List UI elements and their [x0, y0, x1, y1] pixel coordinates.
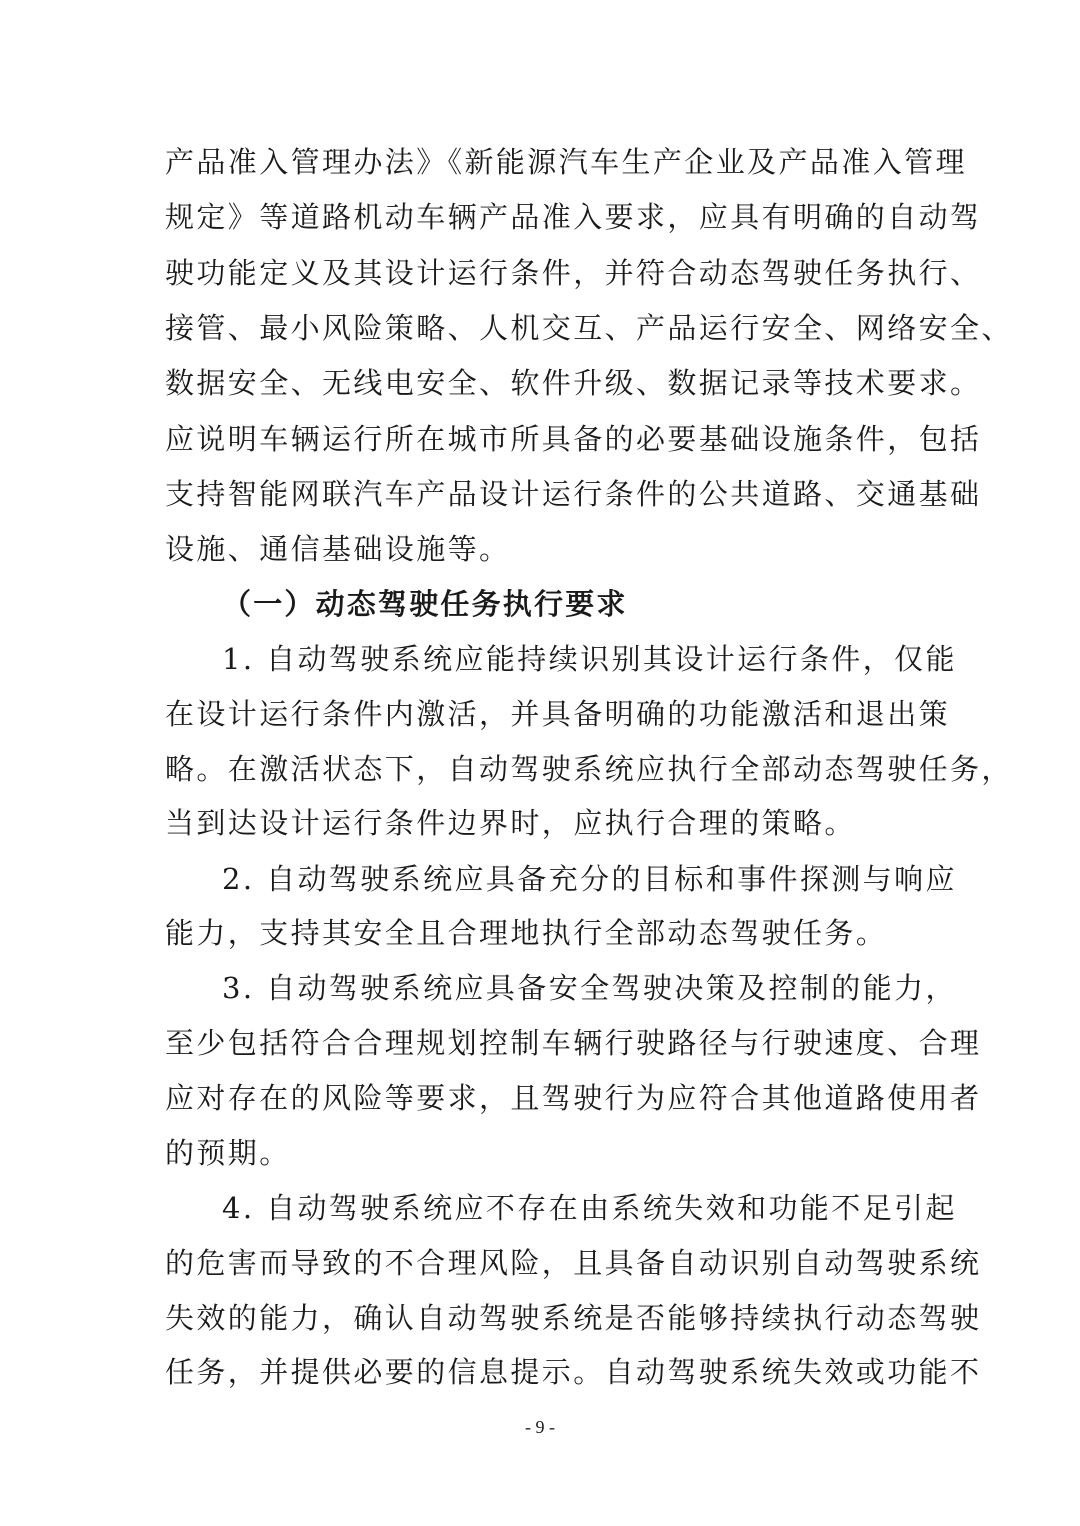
- body-text-line: 至少包括符合合理规划控制车辆行驶路径与行驶速度、合理: [165, 1026, 982, 1060]
- numbered-item-4-line: 4. 自动驾驶系统应不存在由系统失效和功能不足引起: [222, 1191, 957, 1225]
- body-text-line: 的危害而导致的不合理风险，且具备自动识别自动驾驶系统: [165, 1246, 982, 1280]
- body-text-line: 接管、最小风险策略、人机交互、产品运行安全、网络安全、: [165, 311, 1013, 345]
- body-text-line: 数据安全、无线电安全、软件升级、数据记录等技术要求。: [165, 366, 982, 400]
- body-text-line: 能力，支持其安全且合理地执行全部动态驾驶任务。: [165, 916, 888, 950]
- body-text-line: 驶功能定义及其设计运行条件，并符合动态驾驶任务执行、: [165, 256, 982, 290]
- page-number: - 9 -: [525, 1417, 555, 1437]
- numbered-item-1-line: 1. 自动驾驶系统应能持续识别其设计运行条件，仅能: [222, 642, 957, 676]
- body-text-line: 当到达设计运行条件边界时，应执行合理的策略。: [165, 806, 856, 840]
- numbered-item-3-line: 3. 自动驾驶系统应具备安全驾驶决策及控制的能力，: [222, 971, 957, 1005]
- body-text-line: 略。在激活状态下，自动驾驶系统应执行全部动态驾驶任务，: [165, 752, 1013, 786]
- body-text-line: 规定》等道路机动车辆产品准入要求，应具有明确的自动驾: [165, 200, 982, 234]
- body-text-line: 产品准入管理办法》《新能源汽车生产企业及产品准入管理: [165, 145, 967, 179]
- body-text-line: 失效的能力，确认自动驾驶系统是否能够持续执行动态驾驶: [165, 1301, 982, 1335]
- body-text-line: 支持智能网联汽车产品设计运行条件的公共道路、交通基础: [165, 477, 982, 511]
- numbered-item-2-line: 2. 自动驾驶系统应具备充分的目标和事件探测与响应: [222, 862, 957, 896]
- body-text-line: 任务，并提供必要的信息提示。自动驾驶系统失效或功能不: [165, 1355, 982, 1389]
- section-heading: （一）动态驾驶任务执行要求: [222, 587, 628, 621]
- body-text-line: 设施、通信基础设施等。: [165, 532, 511, 566]
- body-text-line: 在设计运行条件内激活，并具备明确的功能激活和退出策: [165, 697, 951, 731]
- body-text-line: 的预期。: [165, 1136, 291, 1170]
- body-text-line: 应说明车辆运行所在城市所具备的必要基础设施条件，包括: [165, 422, 982, 456]
- body-text-line: 应对存在的风险等要求，且驾驶行为应符合其他道路使用者: [165, 1081, 982, 1115]
